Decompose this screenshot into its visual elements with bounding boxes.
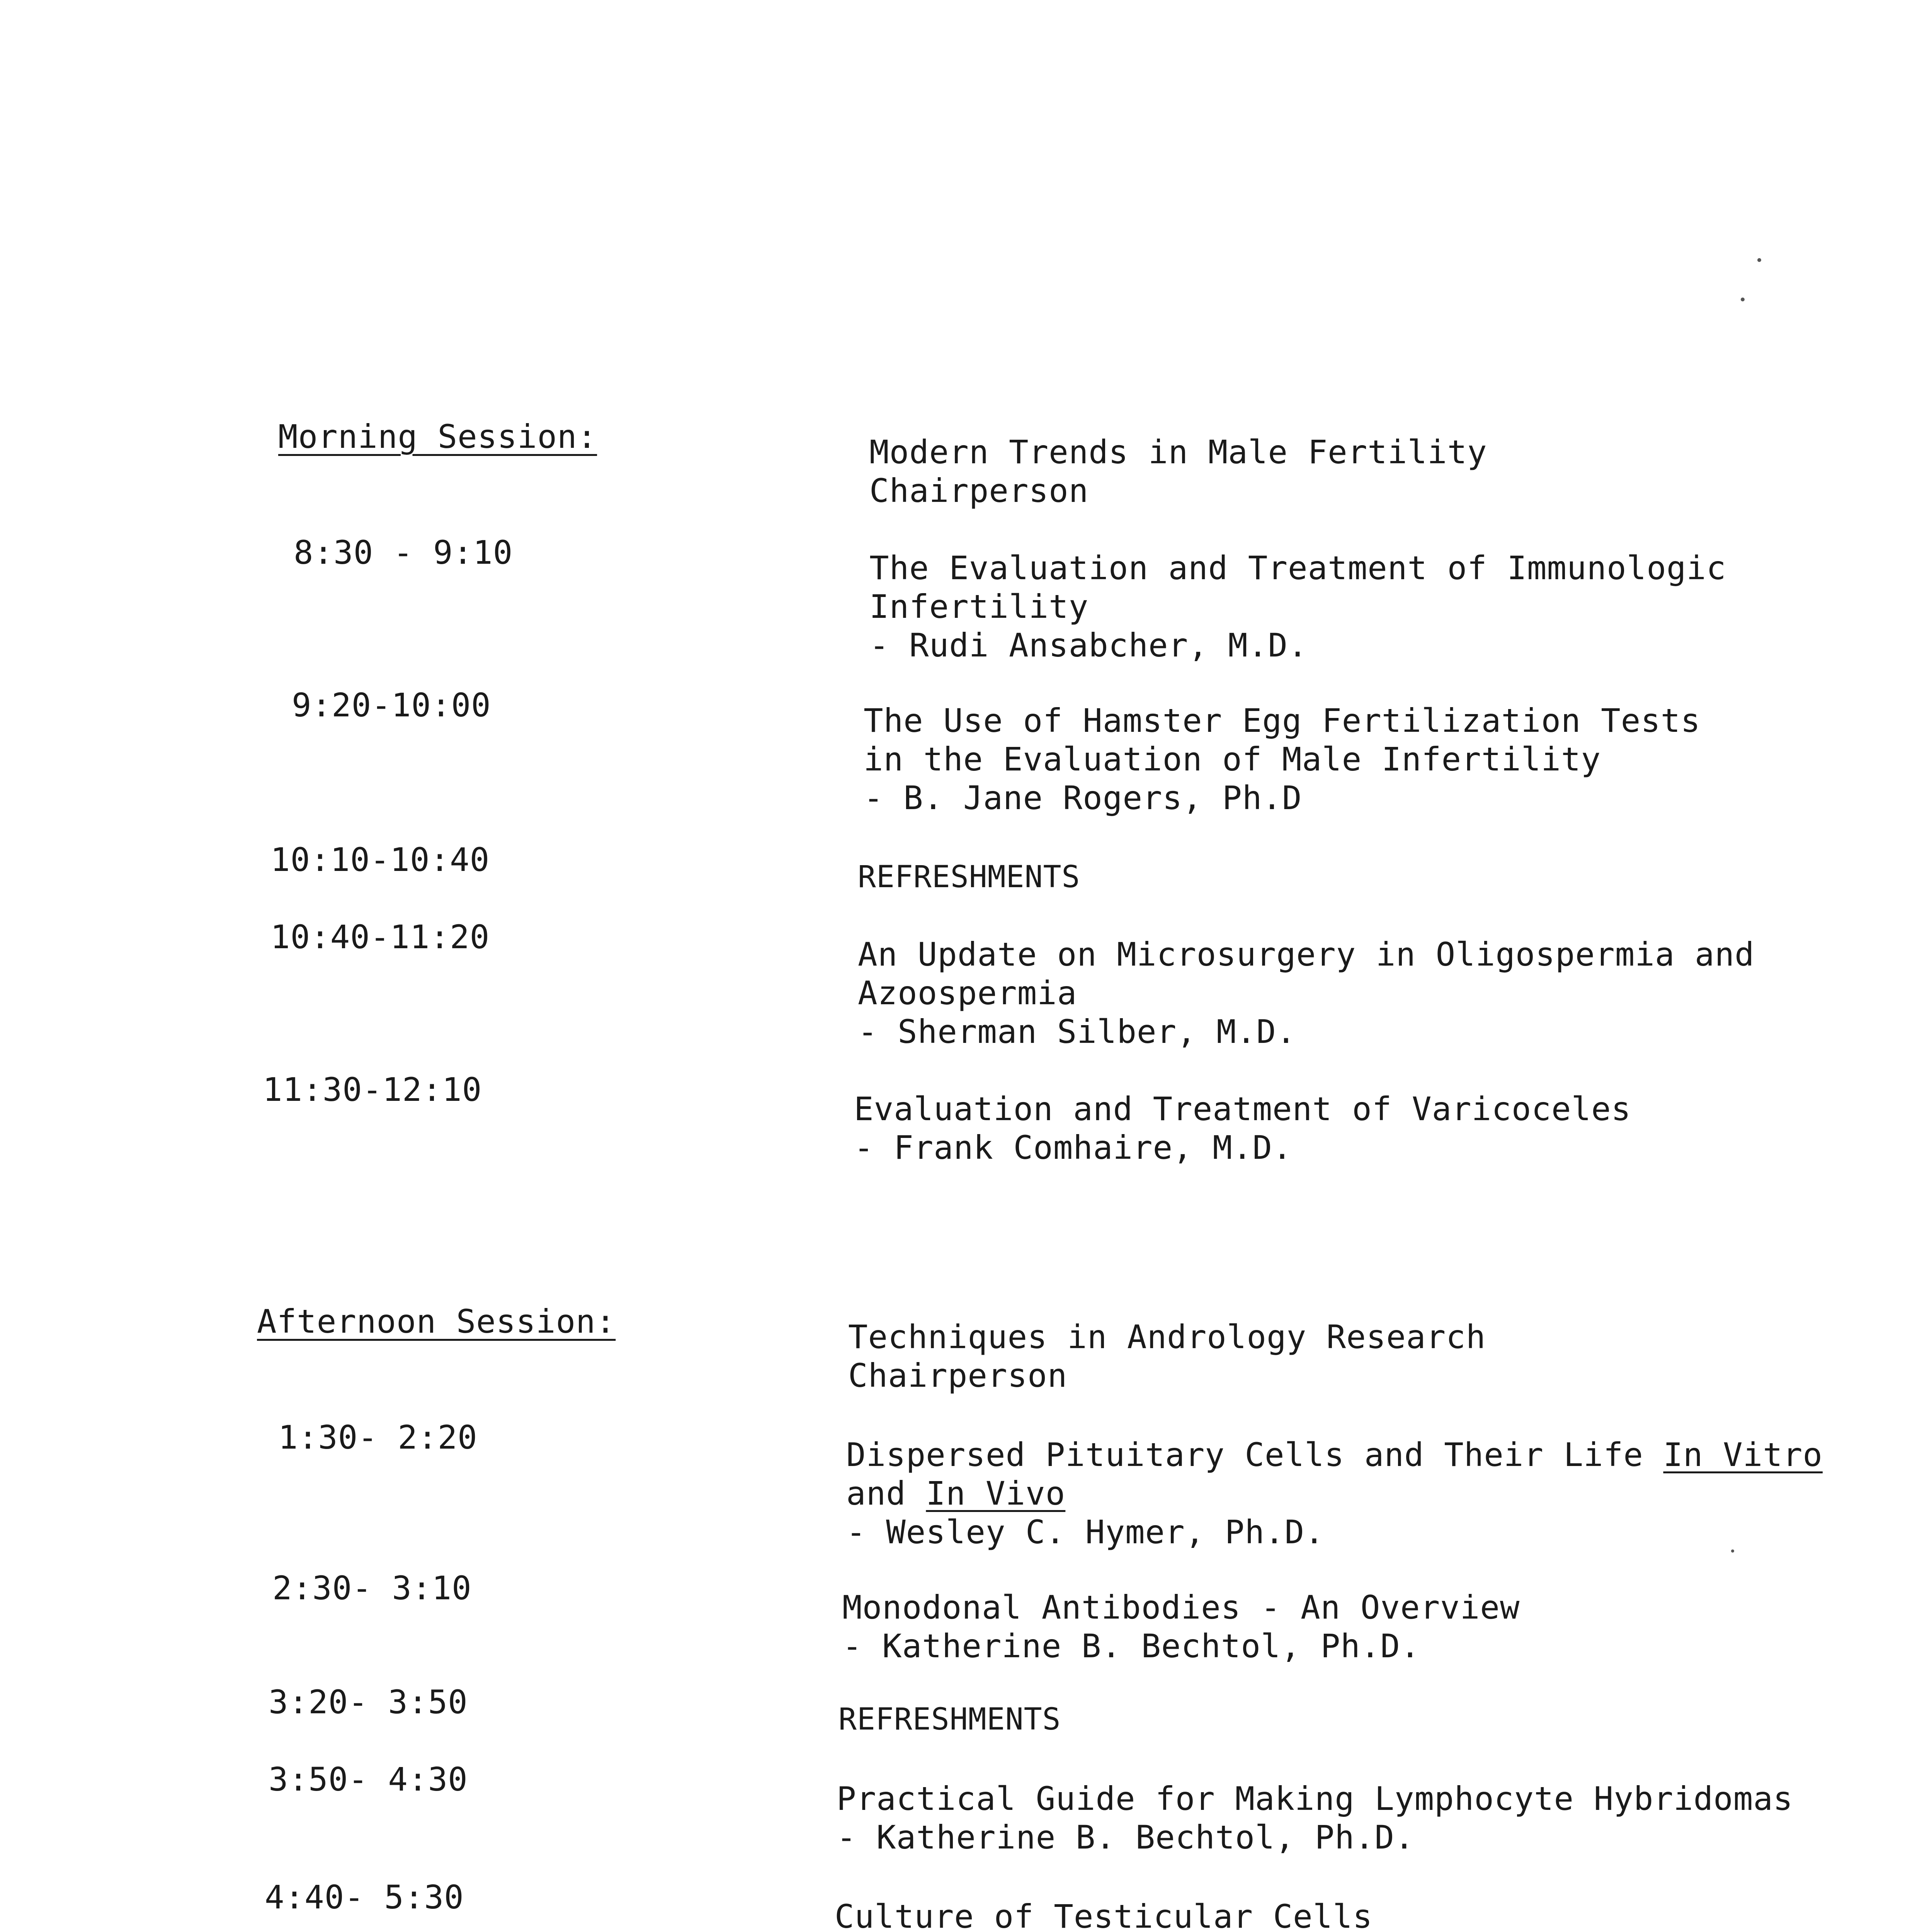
talk-title-line-1: The Use of Hamster Egg Fertilization Tests bbox=[864, 702, 1701, 740]
afternoon-talk-1 bbox=[846, 1435, 1823, 1551]
talk-title-line-2: Infertility bbox=[869, 588, 1089, 626]
afternoon-time-2: 2:30- 3:10 bbox=[272, 1569, 472, 1607]
talk-speaker: - Katherine B. Bechtol, Ph.D. bbox=[837, 1818, 1415, 1856]
talk-speaker: - Rudi Ansabcher, M.D. bbox=[869, 626, 1308, 664]
afternoon-session-heading: Afternoon Session: bbox=[257, 1303, 616, 1340]
afternoon-chairperson: Chairperson bbox=[848, 1357, 1068, 1395]
talk-title-line-2: Azoospermia bbox=[858, 974, 1077, 1012]
talk-title-text: Dispersed Pituitary Cells and Their Life bbox=[846, 1436, 1663, 1474]
afternoon-talk-5 bbox=[835, 1897, 1372, 1932]
afternoon-refreshments: REFRESHMENTS bbox=[838, 1702, 1061, 1737]
scan-speck bbox=[1757, 258, 1761, 262]
talk-title-line-1: Monodonal Antibodies - An Overview bbox=[842, 1588, 1520, 1626]
talk-title-line-1: An Update on Microsurgery in Oligospermia and bbox=[858, 935, 1755, 973]
morning-talk-4 bbox=[858, 935, 1755, 1051]
afternoon-theme-title: Techniques in Andrology Research bbox=[848, 1318, 1486, 1356]
talk-title-line-1: The Evaluation and Treatment of Immunologic bbox=[869, 549, 1726, 587]
morning-session-heading: Morning Session: bbox=[278, 418, 597, 456]
morning-talk-1 bbox=[869, 549, 1726, 665]
scan-speck bbox=[1741, 298, 1745, 301]
morning-time-2: 9:20-10:00 bbox=[292, 686, 491, 724]
talk-speaker: - Frank Comhaire, M.D. bbox=[854, 1129, 1293, 1167]
morning-talk-5 bbox=[854, 1090, 1631, 1167]
talk-speaker: - Wesley C. Hymer, Ph.D. bbox=[846, 1513, 1325, 1551]
morning-theme bbox=[869, 433, 1487, 510]
talk-title-text: and bbox=[846, 1475, 926, 1512]
morning-time-3: 10:10-10:40 bbox=[270, 841, 490, 879]
afternoon-time-5: 4:40- 5:30 bbox=[265, 1878, 464, 1916]
talk-title-line-1: Practical Guide for Making Lymphocyte Hybridomas bbox=[837, 1780, 1793, 1818]
talk-title-line-2: in the Evaluation of Male Infertility bbox=[864, 740, 1601, 778]
talk-title-italic-term: In Vivo bbox=[926, 1475, 1066, 1512]
talk-title-line-1 bbox=[846, 1435, 1823, 1474]
morning-chairperson: Chairperson bbox=[869, 472, 1089, 510]
afternoon-talk-2 bbox=[842, 1588, 1520, 1665]
afternoon-time-1: 1:30- 2:20 bbox=[278, 1418, 478, 1456]
talk-title-italic-term: In Vitro bbox=[1663, 1436, 1823, 1474]
talk-speaker: - Katherine B. Bechtol, Ph.D. bbox=[842, 1627, 1420, 1665]
morning-theme-title: Modern Trends in Male Fertility bbox=[869, 433, 1487, 471]
talk-speaker: - Sherman Silber, M.D. bbox=[858, 1013, 1296, 1051]
afternoon-time-3: 3:20- 3:50 bbox=[269, 1683, 468, 1721]
morning-time-1: 8:30 - 9:10 bbox=[294, 534, 513, 571]
afternoon-talk-4 bbox=[837, 1779, 1793, 1857]
morning-time-4: 10:40-11:20 bbox=[270, 918, 490, 956]
morning-time-5: 11:30-12:10 bbox=[263, 1071, 482, 1109]
morning-talk-2 bbox=[864, 701, 1701, 817]
talk-title-line-2 bbox=[846, 1474, 1823, 1513]
afternoon-time-4: 3:50- 4:30 bbox=[269, 1760, 468, 1798]
talk-title-line-1: Culture of Testicular Cells bbox=[835, 1898, 1373, 1932]
talk-title-line-1: Evaluation and Treatment of Varicoceles bbox=[854, 1090, 1631, 1128]
talk-speaker: - B. Jane Rogers, Ph.D bbox=[864, 779, 1302, 817]
afternoon-theme bbox=[848, 1318, 1486, 1395]
morning-refreshments: REFRESHMENTS bbox=[858, 860, 1080, 895]
